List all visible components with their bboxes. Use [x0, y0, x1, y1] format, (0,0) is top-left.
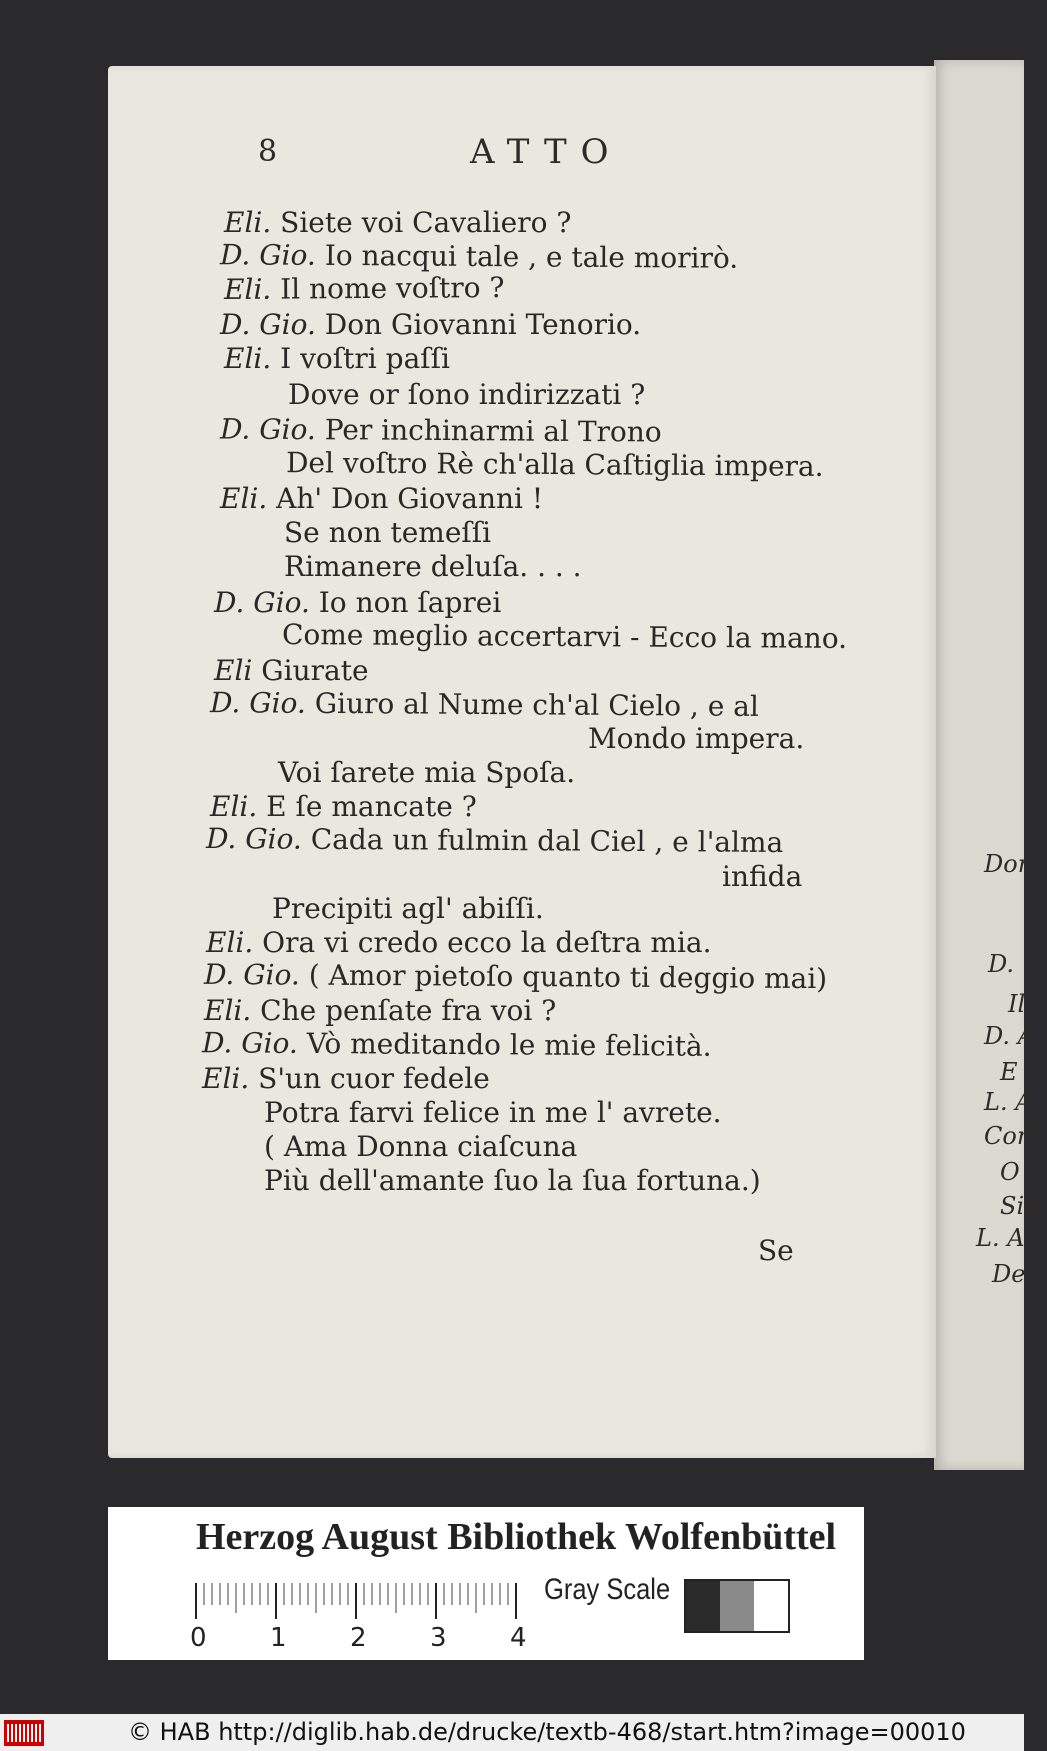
verse-line	[288, 378, 645, 412]
verse-line	[202, 1026, 712, 1064]
speaker-name: D. Gio.	[203, 957, 300, 992]
line-text: Più dell'amante ſuo la ſua fortuna.)	[264, 1164, 761, 1197]
verse-line	[284, 550, 582, 584]
line-text: Voi ſarete mia Spoſa.	[278, 756, 576, 789]
verse-line	[282, 618, 847, 656]
speaker-name: D. Gio.	[209, 686, 306, 720]
line-text: Vò meditando le mie felicità.	[306, 1026, 712, 1063]
facing-page-fragment: Com.	[984, 1122, 1047, 1150]
speaker-name: D. Gio.	[219, 412, 316, 447]
line-text: Io non ſaprei	[318, 586, 502, 619]
gray-scale-label: Gray Scale	[544, 1573, 671, 1606]
verse-line	[284, 516, 491, 550]
speaker-name: Eli.	[202, 1062, 250, 1095]
verse-line	[220, 308, 641, 342]
speaker-name: Eli	[214, 654, 253, 687]
line-text: I voſtri paſſi	[280, 342, 450, 375]
verse-line	[264, 1096, 722, 1130]
scale-label-0: 0	[190, 1623, 207, 1653]
speaker-name: D. Gio.	[214, 586, 310, 619]
verse-line	[214, 586, 501, 620]
line-text: infida	[722, 860, 803, 893]
scale-label-1: 1	[270, 1623, 287, 1653]
verse-line	[588, 722, 804, 756]
footer-bar	[0, 1714, 1024, 1751]
verse-line	[286, 446, 824, 484]
line-text: Cada un fulmin dal Ciel , e l'alma	[310, 822, 784, 860]
speaker-name: Eli.	[204, 994, 252, 1027]
line-text: E ſe mancate ?	[266, 790, 477, 823]
verse-line	[210, 790, 477, 824]
verse-line	[220, 412, 662, 449]
line-text: Del voſtro Rè ch'alla Caſtiglia impera.	[285, 446, 824, 483]
line-text: ( Ama Donna ciaſcuna	[264, 1130, 578, 1163]
catchword: Se	[758, 1234, 794, 1267]
page-number: 8	[258, 134, 278, 169]
line-text: Per inchinarmi al Trono	[324, 413, 662, 449]
facing-page-fragment: De	[992, 1260, 1026, 1288]
verse-line	[264, 1130, 577, 1164]
facing-page-fragment: L. A	[984, 1088, 1033, 1116]
facing-page-fragment: O	[1000, 1158, 1020, 1186]
facing-page-fragment: D. A	[984, 1022, 1035, 1050]
verse-line	[204, 958, 827, 996]
line-text: Io nacqui tale , e tale morirò.	[324, 238, 739, 275]
library-name: Herzog August Bibliothek Wolfenbüttel	[196, 1516, 837, 1558]
act-heading: ATTO	[470, 132, 623, 172]
color-calibration-card	[108, 1507, 864, 1660]
verse-line	[204, 994, 556, 1028]
speaker-name: Eli.	[210, 790, 258, 823]
verse-line	[722, 860, 802, 894]
scale-label-4: 4	[510, 1623, 527, 1653]
speaker-name: Eli.	[206, 926, 254, 959]
line-text: Potra farvi felice in me l' avrete.	[264, 1096, 722, 1129]
line-text: Se non temeſſi	[284, 516, 492, 549]
speaker-name: D. Gio.	[201, 1026, 298, 1060]
line-text: Mondo impera.	[588, 722, 805, 755]
line-text: S'un cuor fedele	[258, 1062, 490, 1095]
facing-page-fragment: Sig	[1000, 1192, 1040, 1220]
scale-label-2: 2	[350, 1623, 367, 1653]
line-text: Don Giovanni Tenorio.	[324, 308, 642, 341]
facing-page	[934, 60, 1024, 1470]
facing-page-fragment: Il	[1008, 990, 1026, 1018]
gray-swatch-frame	[684, 1579, 790, 1633]
line-text: Giuro al Nume ch'al Cielo , e al	[314, 686, 760, 723]
speaker-name: D. Gio.	[219, 238, 316, 272]
speaker-name: Eli.	[224, 206, 272, 239]
speaker-name: Eli.	[224, 342, 272, 375]
line-text: Dove or ſono indirizzati ?	[288, 378, 646, 411]
verse-line	[206, 926, 712, 960]
line-text: Il nome voſtro ?	[280, 271, 505, 306]
line-text: Rimanere deluſa. . . .	[284, 550, 582, 583]
verse-line	[224, 271, 505, 307]
speaker-name: Eli.	[220, 482, 268, 515]
hab-logo-icon	[4, 1720, 44, 1746]
speaker-name: Eli.	[223, 272, 272, 306]
verse-line	[202, 1062, 490, 1096]
facing-page-fragment: Don	[984, 850, 1034, 878]
verse-line	[278, 756, 575, 790]
line-text: ( Amor pietoſo quanto ti deggio mai)	[308, 958, 828, 996]
line-text: Come meglio accertarvi - Ecco la mano.	[281, 618, 848, 655]
verse-line	[272, 892, 544, 926]
line-text: Precipiti agl' abiſſi.	[272, 892, 544, 925]
verse-line	[224, 206, 571, 240]
line-text: Siete voi Cavaliero ?	[280, 206, 572, 239]
line-text: Che penſate fra voi ?	[260, 994, 557, 1027]
verse-line	[210, 686, 759, 724]
scale-label-3: 3	[430, 1623, 447, 1653]
facing-page-fragment: E	[1000, 1058, 1018, 1086]
facing-page-fragment: L. A	[976, 1224, 1025, 1252]
facing-page-fragment: D.	[988, 950, 1015, 978]
line-text: Ora vi credo ecco la deſtra mia.	[262, 926, 712, 959]
verse-line	[220, 482, 543, 516]
speaker-name: D. Gio.	[205, 821, 302, 856]
footer-url[interactable]: © HAB http://diglib.hab.de/drucke/textb-468/start.htm?image=00010	[128, 1718, 966, 1746]
verse-line	[214, 654, 369, 688]
verse-line	[220, 238, 738, 276]
line-text: Ah' Don Giovanni !	[276, 482, 544, 515]
speaker-name: D. Gio.	[220, 308, 316, 341]
verse-line	[264, 1164, 761, 1198]
verse-line	[206, 822, 783, 860]
line-text: Giurate	[261, 654, 369, 687]
verse-line	[224, 342, 450, 376]
